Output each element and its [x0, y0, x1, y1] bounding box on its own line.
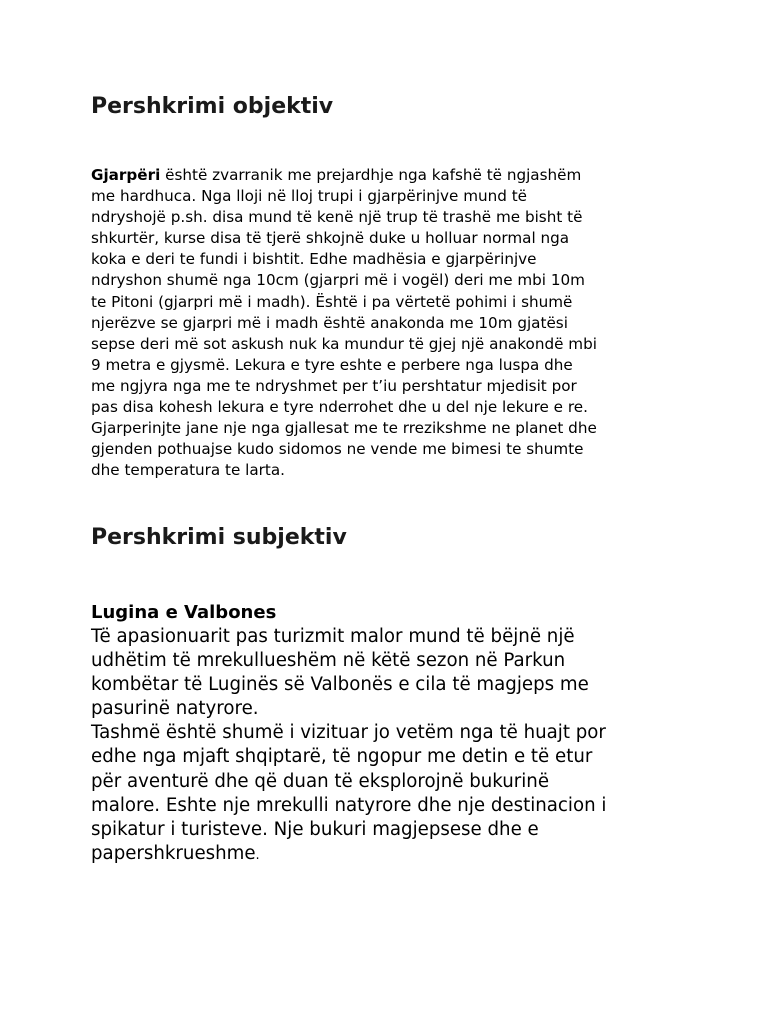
paragraph-line: me ngjyra nga me te ndryshmet per t’iu pershtatur mjedisit por	[91, 376, 577, 395]
paragraph-line-text: papershkrueshme	[91, 842, 256, 864]
paragraph-line: malore. Eshte nje mrekulli natyrore dhe nje destinacion i	[91, 794, 607, 816]
paragraph-line: me hardhuca. Nga lloji në lloj trupi i gjarpërinjve mund të	[91, 187, 528, 206]
heading-subjective-description: Pershkrimi subjektiv	[91, 525, 347, 550]
paragraph-line-text: është zvarranik me prejardhje nga kafshë të ngjashëm	[160, 166, 582, 184]
paragraph-line	[91, 842, 691, 868]
paragraph-line: Gjarperinjte jane nje nga gjallesat me te rrezikshme ne planet dhe	[91, 419, 597, 438]
paragraph-line	[91, 165, 691, 186]
paragraph-line: Të apasionuarit pas turizmit malor mund të bëjnë një	[91, 626, 575, 647]
paragraph-line: spikatur i turisteve. Nje bukuri magjepsese dhe e	[91, 818, 539, 840]
paragraph-line: pas disa kohesh lekura e tyre nderrohet dhe u del nje lekure e re.	[91, 398, 588, 417]
snake-description-paragraph	[91, 165, 691, 481]
paragraph-line: 9 metra e gjysmë. Lekura e tyre eshte e perbere nga luspa dhe	[91, 355, 573, 374]
paragraph-line: sepse deri më sot askush nuk ka mundur të gjej një anakondë mbi	[91, 334, 597, 353]
paragraph-line: kombëtar të Luginës së Valbonës e cila të magjeps me	[91, 674, 589, 696]
paragraph-line: gjenden pothuajse kudo sidomos ne vende me bimesi te shumte	[91, 440, 584, 459]
paragraph-line: te Pitoni (gjarpri më i madh). Është i pa vërtetë pohimi i shumë	[91, 292, 573, 311]
paragraph-line: udhëtim të mrekullueshëm në këtë sezon në Parkun	[91, 650, 566, 672]
paragraph-line: dhe temperatura te larta.	[91, 461, 286, 480]
heading-objective-description: Pershkrimi objektiv	[91, 94, 334, 119]
paragraph-line: njerëzve se gjarpri më i madh është anakonda me 10m gjatësi	[91, 313, 568, 332]
lead-term-bold: Gjarpëri	[91, 166, 161, 184]
paragraph-line: Tashmë është shumë i vizituar jo vetëm nga të huajt por	[91, 722, 606, 744]
paragraph-line: shkurtër, kurse disa të tjerë shkojnë duke u holluar normal nga	[91, 229, 570, 248]
paragraph-line: për aventurë dhe që duan të eksplorojnë bukurinë	[91, 770, 550, 792]
paragraph-line: ndryshojë p.sh. disa mund të kenë një trup të trashë me bisht të	[91, 208, 583, 227]
paragraph-line: edhe nga mjaft shqiptarë, të ngopur me detin e të etur	[91, 746, 593, 768]
valbona-description-paragraph	[91, 625, 691, 868]
paragraph-line: ndryshon shumë nga 10cm (gjarpri më i vogël) deri me mbi 10m	[91, 271, 585, 290]
paragraph-line: pasurinë natyrore.	[91, 698, 259, 720]
subtitle-valbona-valley: Lugina e Valbones	[91, 602, 277, 623]
final-period: .	[255, 847, 260, 863]
paragraph-line: koka e deri te fundi i bishtit. Edhe madhësia e gjarpërinjve	[91, 250, 537, 269]
